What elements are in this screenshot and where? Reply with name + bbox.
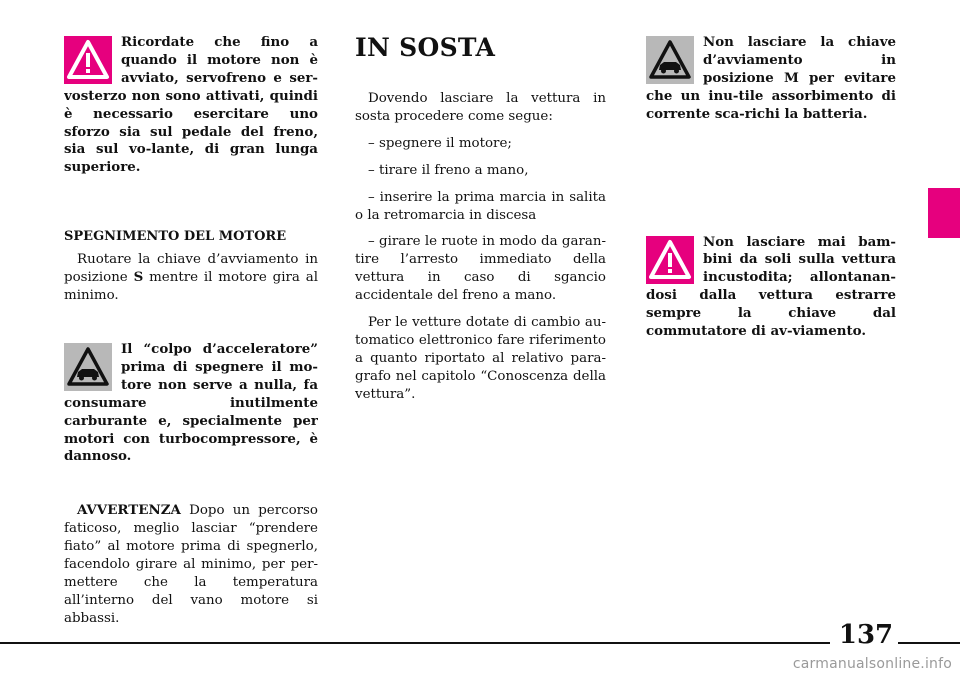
car-in-triangle-icon (64, 343, 112, 391)
warning-triangle-icon (646, 236, 694, 284)
footer-rule-left (0, 642, 830, 644)
footer-rule-right (898, 642, 960, 644)
avvertenza-label: AVVERTENZA (77, 502, 181, 519)
parking-step: – inserire la prima marcia in salita o la retromarcia in discesa (355, 189, 606, 223)
middle-column (355, 34, 606, 404)
note-text-accelerator: Il “colpo d’acceleratore” prima di spegnere il mo-tore non serve a nulla, fa consumare inutilmente carburante e, specialmente per motori con turbocompressore, è dannoso. (64, 340, 318, 465)
parking-step: – tirare il freno a mano, (368, 162, 529, 178)
section-heading-engine-shutdown: SPEGNIMENTO DEL MOTORE (64, 229, 287, 245)
watermark: carmanualsonline.info (792, 656, 952, 672)
right-column (646, 34, 896, 341)
note-box-accelerator (64, 341, 318, 466)
chapter-tab-marker (928, 188, 960, 238)
page-number: 137 (838, 620, 894, 650)
note-text-key-position: Non lasciare la chiave d’avviamento in posizione M per evitare che un inu-tile assorbimento di corrente sca-richi la batteria. (646, 34, 896, 122)
warning-box-children (646, 234, 896, 341)
warning-text-children: Non lasciare mai bam-bini da soli sulla vettura incustodita; allontanan-dosi dalla vettura estrarre sempre la chiave dal commutatore di av-viamento. (646, 233, 896, 340)
section-title-parking: IN SOSTA (355, 33, 496, 62)
car-in-triangle-icon (646, 36, 694, 84)
parking-intro: Dovendo lasciare la vettura in sosta procedere come segue: (355, 91, 606, 124)
parking-step: – girare le ruote in modo da garan-tire l’arresto immediato della vettura in caso di sgancio accidentale del freno a mano. (355, 234, 606, 304)
warning-triangle-icon (64, 36, 112, 84)
parking-closing: Per le vetture dotate di cambio au-tomatico elettronico fare riferimento a quanto riportato al relativo para-grafo nel capitolo “Conoscenza della vettura”. (355, 315, 606, 402)
warning-box-engine-off (64, 34, 318, 177)
avvertenza-paragraph: AVVERTENZA Dopo un percorso faticoso, meglio lasciar “prendere fiato” al motore prima di spegnerlo, facendolo girare al minimo, per per-mettere che la temperatura all’interno del vano motore si abbassi. (64, 502, 318, 626)
parking-step: – spegnere il motore; (368, 135, 512, 151)
engine-shutdown-text: Ruotare la chiave d’avviamento in posizione S mentre il motore gira al minimo. (64, 252, 318, 304)
note-box-key-position (646, 34, 896, 124)
warning-text-engine-off: Ricordate che fino a quando il motore non è avviato, servofreno e ser-vosterzo non sono attivati, quindi è necessario esercitare uno sforzo sia sul pedale del freno, sia sul vo-lante, di gran lunga superiore. (64, 34, 318, 176)
left-column (64, 34, 318, 628)
